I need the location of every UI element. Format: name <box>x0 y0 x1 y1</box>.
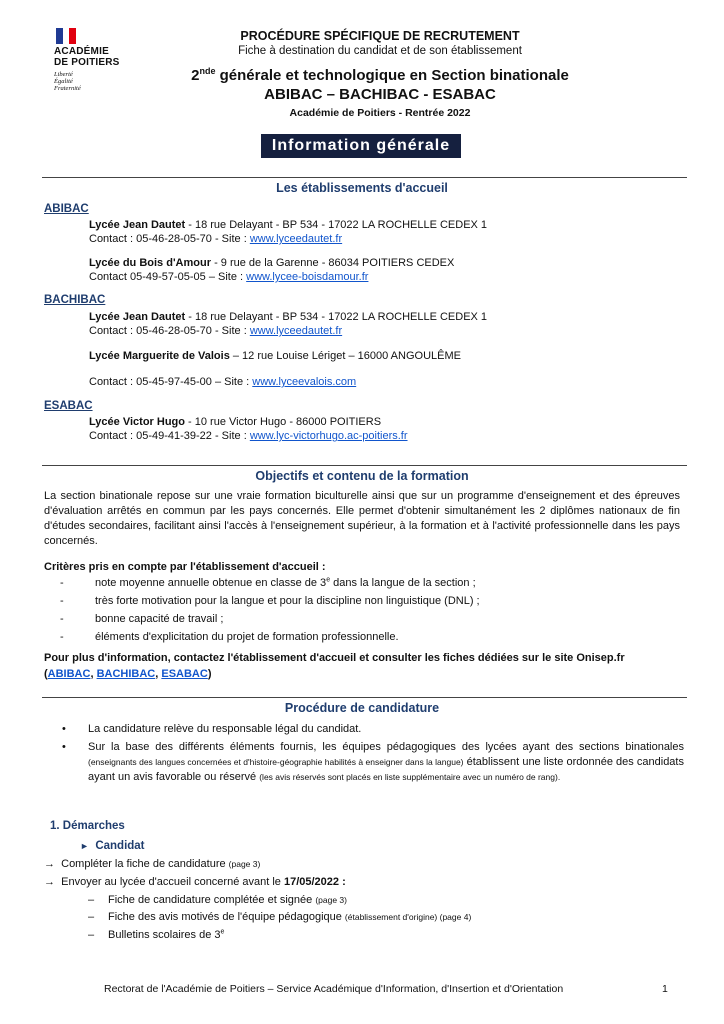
step-heading: 1. Démarches <box>50 820 125 832</box>
school-website-link[interactable]: www.lyc-victorhugo.ac-poitiers.fr <box>249 430 408 442</box>
criteria-item: - note moyenne annuelle obtenue en classe de 3e dans la langue de la section ; <box>60 576 476 589</box>
divider <box>42 697 687 698</box>
info-banner: Information générale <box>261 134 461 158</box>
academy-logo <box>54 28 134 92</box>
program-label-abibac: ABIBAC <box>44 203 89 215</box>
onisep-bachibac-link[interactable]: BACHIBAC <box>96 668 156 680</box>
step-item: → Compléter la fiche de candidature (page 3) <box>44 858 261 870</box>
triangle-right-icon: ► <box>80 841 89 851</box>
criteria-item: - éléments d'explicitation du projet de formation professionnelle. <box>60 631 399 643</box>
arrow-right-icon: → <box>44 858 55 870</box>
marianne-flag-icon <box>56 28 76 44</box>
program-label-esabac: ESABAC <box>44 400 93 412</box>
step-item: → Envoyer au lycée d'accueil concerné avant le 17/05/2022 : <box>44 876 346 888</box>
school-website-link[interactable]: www.lyceedautet.fr <box>249 325 343 337</box>
divider <box>42 177 687 178</box>
procedure-bullet: • Sur la base des différents éléments fournis, les équipes pédagogiques des lycées ayant des sections binationales (enseignants des langues concernées et d'histoire-géographie habilités à enseigner dans la langue) établissent une liste ordonnée des candidats ayant un avis favorable ou réservé (les avis réservés sont placés en liste supplémentaire avec un numéro de rang). <box>62 741 684 783</box>
logo-name: ACADÉMIE DE POITIERS <box>54 46 120 68</box>
school-entry: Lycée Victor Hugo - 10 rue Victor Hugo - 86000 POITIERS Contact : 05-49-41-39-22 - Site : www.lyc-victorhugo.ac-poitiers.fr <box>89 416 408 442</box>
logo-motto: Liberté Égalité Fraternité <box>54 71 81 92</box>
school-entry: Lycée du Bois d'Amour - 9 rue de la Garenne - 86034 POITIERS CEDEX Contact 05-49-57-05-05 – Site : www.lycee-boisdamour.fr <box>89 257 455 283</box>
school-entry: Lycée Jean Dautet - 18 rue Delayant - BP 534 - 17022 LA ROCHELLE CEDEX 1 Contact : 05-46-28-05-70 - Site : www.lyceedautet.fr <box>89 219 488 245</box>
onisep-abibac-link[interactable]: ABIBAC <box>47 668 91 680</box>
document-title: PROCÉDURE SPÉCIFIQUE DE RECRUTEMENT <box>240 29 520 43</box>
section-title-etablissements: Les établissements d'accueil <box>276 181 448 195</box>
objectifs-paragraph: La section binationale repose sur une vraie formation biculturelle ainsi que sur un programme d'enseignement et des épreuves d'évaluation arrêtés en commun par les pays concernés. Elle permet d'obtenir simultanément les 2 diplômes nationaux de fin d'études secondaires, facilitant ainsi l'accès à l'enseignement supérieur, à la formation et à l'activité professionnelle dans les pays concernés. <box>44 490 680 547</box>
document-item: – Bulletins scolaires de 3e <box>88 928 225 941</box>
criteria-item: - très forte motivation pour la langue et pour la discipline non linguistique (DNL) ; <box>60 595 480 607</box>
section-title-objectifs: Objectifs et contenu de la formation <box>255 469 469 483</box>
more-info: Pour plus d'information, contactez l'établissement d'accueil et consulter les fiches dédiées sur le site Onisep.fr (ABIBAC, BACHIBAC, ESABAC) <box>44 652 625 680</box>
criteria-title: Critères pris en compte par l'établissement d'accueil : <box>44 561 326 573</box>
section-title-procedure: Procédure de candidature <box>284 701 440 715</box>
page-number: 1 <box>662 983 668 995</box>
document-item: – Fiche des avis motivés de l'équipe pédagogique (établissement d'origine) (page 4) <box>88 911 472 923</box>
school-entry: Lycée Jean Dautet - 18 rue Delayant - BP 534 - 17022 LA ROCHELLE CEDEX 1 Contact : 05-46-28-05-70 - Site : www.lyceedautet.fr <box>89 311 488 337</box>
document-subtitle: Fiche à destination du candidat et de son établissement <box>238 45 522 57</box>
arrow-right-icon: → <box>44 876 55 888</box>
class-heading: 2nde générale et technologique en Section binationale <box>191 66 569 84</box>
school-website-link[interactable]: www.lyceedautet.fr <box>249 233 343 245</box>
criteria-item: - bonne capacité de travail ; <box>60 613 224 625</box>
procedure-bullet: • La candidature relève du responsable légal du candidat. <box>62 723 362 735</box>
footer-text: Rectorat de l'Académie de Poitiers – Service Académique d'Information, d'Insertion et d'Orientation <box>104 983 564 995</box>
school-website-link[interactable]: www.lycee-boisdamour.fr <box>246 271 369 283</box>
program-label-bachibac: BACHIBAC <box>44 294 106 306</box>
programs-heading: ABIBAC – BACHIBAC - ESABAC <box>264 86 496 103</box>
school-contact: Contact : 05-45-97-45-00 – Site : www.lyceevalois.com <box>89 376 357 388</box>
academy-year: Académie de Poitiers - Rentrée 2022 <box>289 107 471 119</box>
document-item: – Fiche de candidature complétée et signée (page 3) <box>88 894 347 906</box>
divider <box>42 465 687 466</box>
school-entry: Lycée Marguerite de Valois – 12 rue Louise Lériget – 16000 ANGOULÊME <box>89 350 461 362</box>
school-website-link[interactable]: www.lyceevalois.com <box>252 376 357 388</box>
onisep-esabac-link[interactable]: ESABAC <box>161 668 208 680</box>
candidat-heading: ► Candidat <box>80 840 145 852</box>
